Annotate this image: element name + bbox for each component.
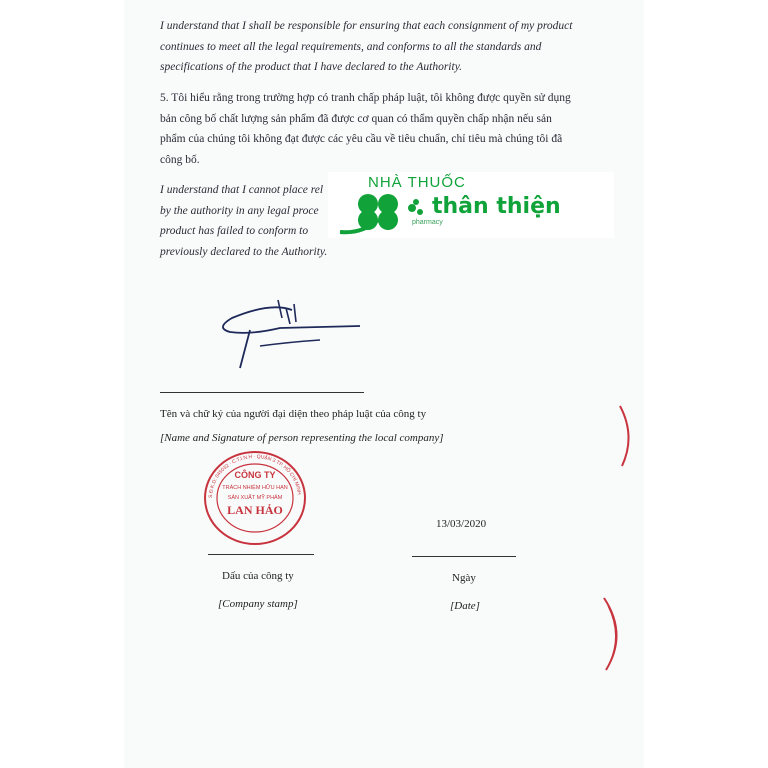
company-stamp-label-vi: Dấu của công ty xyxy=(222,570,294,582)
paragraph-responsibility: I understand that I shall be responsible for ensuring that each consignment of my product continues to meet all the legal requirements, and conforms to all the standards and specifications of the product that I have declared to the Authority. xyxy=(160,20,573,73)
logo-top-text: NHÀ THUỐC xyxy=(368,174,466,191)
paragraph-line: I understand that I cannot place rel xyxy=(160,184,324,196)
clover-icon xyxy=(332,190,432,236)
paragraph-line: product has failed to conform to xyxy=(160,225,309,237)
company-stamp xyxy=(200,448,310,548)
paragraph-line: previously declared to the Authority. xyxy=(160,245,328,258)
date-label-en: [Date] xyxy=(450,600,480,612)
handwritten-signature xyxy=(210,290,380,375)
pharmacy-logo xyxy=(328,172,614,238)
signature-label-en: [Name and Signature of person representing the local company] xyxy=(160,432,444,444)
logo-main-text: thân thiện xyxy=(432,194,561,219)
signature-label-vi: Tên và chữ ký của người đại diện theo pháp luật của công ty xyxy=(160,408,427,420)
date-value: 13/03/2020 xyxy=(436,518,487,530)
stamp-line xyxy=(208,554,314,555)
edge-stamp-mark-upper xyxy=(618,404,638,468)
stamp-line2: TRÁCH NHIỆM HỮU HẠN xyxy=(222,485,288,491)
date-label-vi: Ngày xyxy=(452,572,476,584)
stamp-line4: LAN HẢO xyxy=(227,503,283,517)
paragraph-vietnamese-5: 5. Tôi hiểu rằng trong trường hợp có tranh chấp pháp luật, tôi không được quyền sử dụng bản công bố chất lượng sản phẩm đã được cơ quan có thẩm quyền chấp nhận nếu sản phẩm của chúng tôi không đạt được các yêu cầu về tiêu chuẩn, chỉ tiêu mà chúng tôi đã công bố. xyxy=(160,92,571,166)
signature-line xyxy=(160,392,364,393)
logo-sub-text: pharmacy xyxy=(412,219,443,226)
edge-stamp-mark-lower xyxy=(600,596,626,672)
stamp-ring-text: S.Đ.K.D: 045032 · C.T.I.N.H · QUẬN 3 TP. HỒ CHÍ MINH xyxy=(207,453,302,499)
paragraph-line: by the authority in any legal proce xyxy=(160,204,319,217)
company-stamp-label-en: [Company stamp] xyxy=(218,598,298,610)
date-line xyxy=(412,556,516,557)
stamp-line3: SẢN XUẤT MỸ PHẨM xyxy=(227,495,283,501)
stamp-line1: CÔNG TY xyxy=(234,470,276,480)
